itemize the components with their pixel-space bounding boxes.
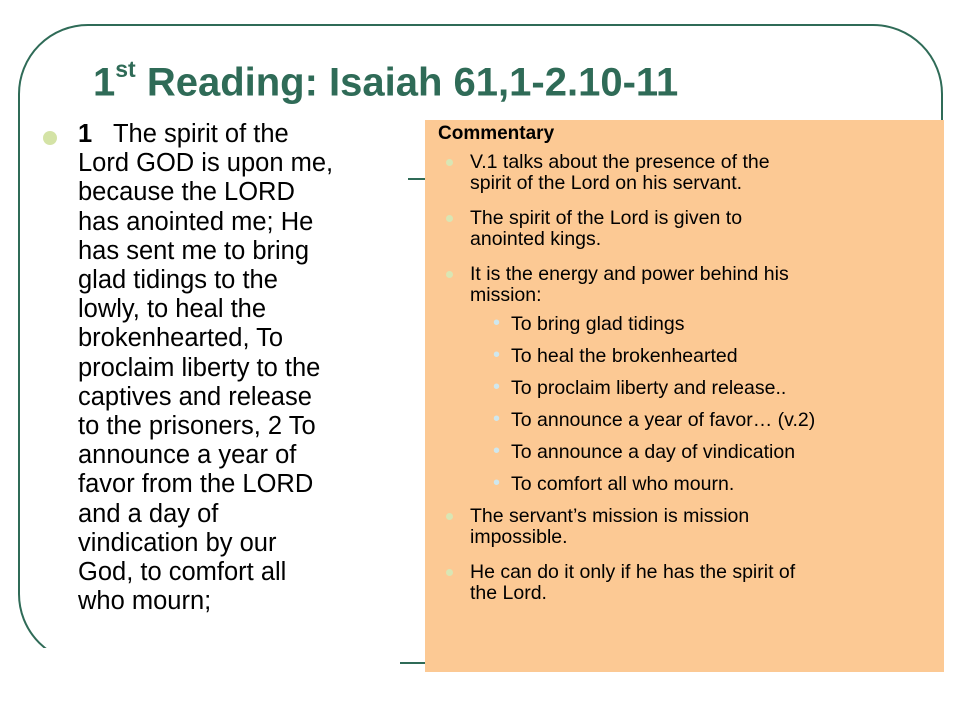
reading-line: Lord GOD is upon me, <box>78 149 334 178</box>
verse-number: 1 <box>78 120 93 148</box>
title-number: 1 <box>93 60 116 105</box>
frame-gap-bottom <box>0 648 400 678</box>
slide-title <box>93 56 679 105</box>
commentary-line: The servant’s mission is mission <box>470 505 750 527</box>
reading-line: announce a year of <box>78 441 297 470</box>
commentary-box <box>425 120 944 672</box>
reading-line: captives and release <box>78 382 312 411</box>
bullet-icon <box>446 513 453 520</box>
commentary-subitem <box>438 314 944 335</box>
subitem-text: To proclaim liberty and release.. <box>511 377 787 399</box>
bullet-icon <box>446 271 453 278</box>
commentary-line: spirit of the Lord on his servant. <box>470 172 743 194</box>
bullet-icon <box>446 569 453 576</box>
commentary-line: anointed kings. <box>470 228 602 250</box>
reading-line: God, to comfort all <box>78 558 287 587</box>
commentary-subitem <box>438 474 944 495</box>
reading-line: brokenhearted, To <box>78 324 284 353</box>
reading-line: and a day of <box>78 499 219 528</box>
reading-line: because the LORD <box>78 178 295 207</box>
sub-bullet-icon: • <box>493 472 501 494</box>
subitem-text: To bring glad tidings <box>511 313 685 335</box>
title-superscript: st <box>115 56 136 82</box>
commentary-line: The spirit of the Lord is given to <box>470 207 743 229</box>
commentary-line: V.1 talks about the presence of the <box>470 151 770 173</box>
commentary-line: It is the energy and power behind his <box>470 263 789 285</box>
reading-line: who mourn; <box>78 587 212 616</box>
commentary-subitem <box>438 442 944 463</box>
reading-line: has anointed me; He <box>78 207 314 236</box>
commentary-line: the Lord. <box>470 582 547 604</box>
subitem-text: To heal the brokenhearted <box>511 345 738 367</box>
sub-bullet-icon: • <box>493 376 501 398</box>
commentary-subitem <box>438 346 944 367</box>
commentary-heading: Commentary <box>438 123 555 144</box>
reading-line: 1 The spirit of the <box>78 120 289 148</box>
sub-bullet-icon: • <box>493 312 501 334</box>
reading-line: to the prisoners, 2 To <box>78 412 316 441</box>
commentary-line: He can do it only if he has the spirit of <box>470 561 796 583</box>
sub-bullet-icon: • <box>493 344 501 366</box>
commentary-line: mission: <box>470 284 542 306</box>
bullet-icon <box>446 215 453 222</box>
commentary-item <box>438 562 944 604</box>
reading-line: glad tidings to the <box>78 266 278 295</box>
subitem-text: To announce a year of favor… (v.2) <box>511 409 816 431</box>
subitem-text: To comfort all who mourn. <box>511 473 735 495</box>
reading-line: has sent me to bring <box>78 236 310 265</box>
sub-bullet-icon: • <box>493 440 501 462</box>
reading-line: vindication by our <box>78 528 277 557</box>
sub-bullet-icon: • <box>493 408 501 430</box>
commentary-list <box>438 152 944 604</box>
reading-line: favor from the LORD <box>78 470 314 499</box>
commentary-item <box>438 506 944 548</box>
commentary-line: impossible. <box>470 526 568 548</box>
commentary-item <box>438 208 944 250</box>
frame-gap-left <box>0 150 16 650</box>
reading-line: lowly, to heal the <box>78 295 267 324</box>
reading-text <box>78 120 413 616</box>
subitem-text: To announce a day of vindication <box>511 441 796 463</box>
commentary-item <box>438 264 944 306</box>
commentary-subitem <box>438 378 944 399</box>
commentary-item <box>438 152 944 194</box>
reading-bullet-icon <box>43 131 57 145</box>
reading-line: proclaim liberty to the <box>78 353 321 382</box>
bullet-icon <box>446 159 453 166</box>
commentary-subitem <box>438 410 944 431</box>
title-text: Reading: Isaiah 61,1-2.10-11 <box>135 60 679 105</box>
